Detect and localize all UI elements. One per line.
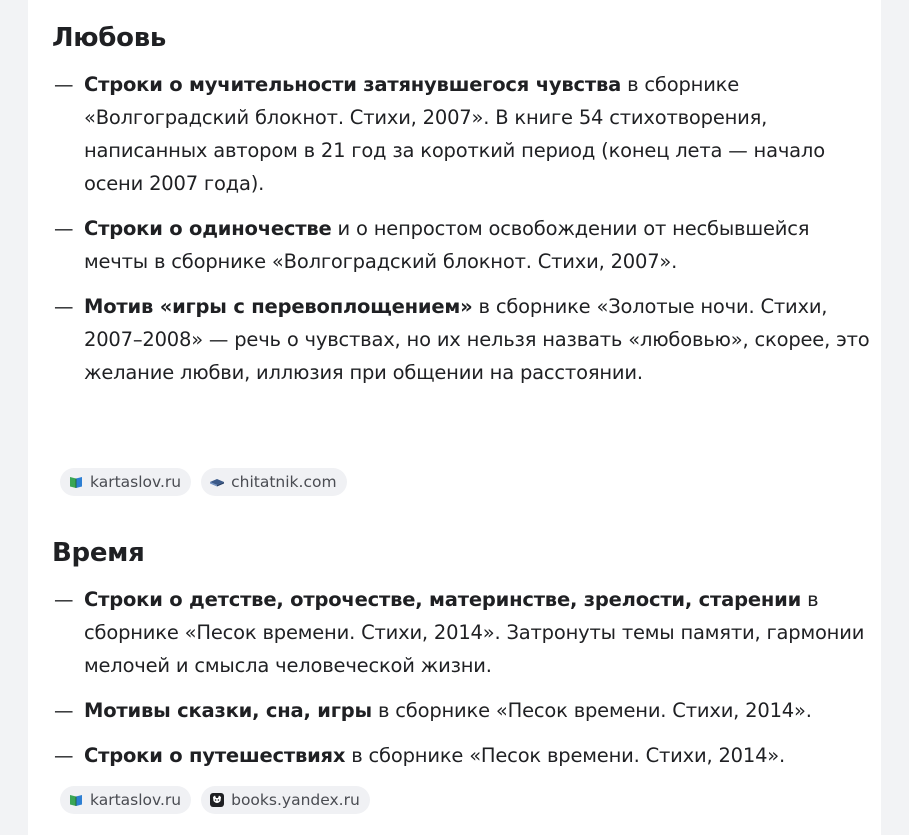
source-label: kartaslov.ru: [90, 473, 182, 491]
book-green-icon: [68, 474, 84, 490]
list-item: [52, 739, 872, 772]
dash: —: [54, 295, 74, 318]
source-label: kartaslov.ru: [90, 791, 182, 809]
dash: —: [54, 588, 74, 611]
book-blue-icon: [209, 474, 225, 490]
item-text: в сборнике «Песок времени. Стихи, 2014».: [345, 744, 786, 767]
source-chip-chitatnik[interactable]: [201, 468, 346, 496]
item-text: в сборнике «Золотые ночи. Стихи, 2007–2008» — речь о чувствах, но их нельзя назвать «любовью», скорее, это желание любви, иллюзия при общении на расстоянии.: [84, 295, 870, 384]
list-item: [52, 583, 872, 682]
section-title: Время: [52, 538, 145, 568]
item-text: в сборнике «Песок времени. Стихи, 2014». Затронуты темы памяти, гармонии мелочей и смысла человеческой жизни.: [84, 588, 865, 677]
source-chip-kartaslov[interactable]: [60, 468, 191, 496]
section-title: Любовь: [52, 23, 166, 53]
source-chip-books-yandex[interactable]: [201, 786, 370, 814]
item-bold: Строки о детстве, отрочестве, материнстве, зрелости, старении: [84, 588, 802, 611]
dash: —: [54, 744, 74, 767]
list-item: [52, 290, 872, 389]
book-green-icon: [68, 792, 84, 808]
section-love: [52, 22, 872, 389]
section-time: [52, 537, 872, 772]
dash: —: [54, 73, 74, 96]
dash: —: [54, 217, 74, 240]
item-bold: Строки о мучительности затянувшегося чувства: [84, 73, 622, 96]
item-text: в сборнике «Волгоградский блокнот. Стихи, 2007». В книге 54 стихотворения, написанных автором в 21 год за короткий период (конец лета — начало осени 2007 года).: [84, 73, 825, 195]
item-bold: Строки о путешествиях: [84, 744, 346, 767]
list-item: [52, 694, 872, 727]
item-bold: Мотив «игры с перевоплощением»: [84, 295, 473, 318]
item-text: в сборнике «Песок времени. Стихи, 2014».: [371, 699, 812, 722]
answer-card: [28, 0, 881, 835]
item-text: и о непростом освобождении от несбывшейся мечты в сборнике «Волгоградский блокнот. Стихи, 2007».: [84, 217, 810, 273]
source-label: chitatnik.com: [231, 473, 337, 491]
bookmate-cat-icon: [209, 792, 225, 808]
sources-row: [60, 468, 347, 496]
source-chip-kartaslov[interactable]: [60, 786, 191, 814]
list-item: [52, 68, 872, 200]
dash: —: [54, 699, 74, 722]
source-label: books.yandex.ru: [231, 791, 360, 809]
item-bold: Строки о одиночестве: [84, 217, 332, 240]
sources-row: [60, 786, 370, 814]
list-item: [52, 212, 872, 278]
item-bold: Мотивы сказки, сна, игры: [84, 699, 372, 722]
